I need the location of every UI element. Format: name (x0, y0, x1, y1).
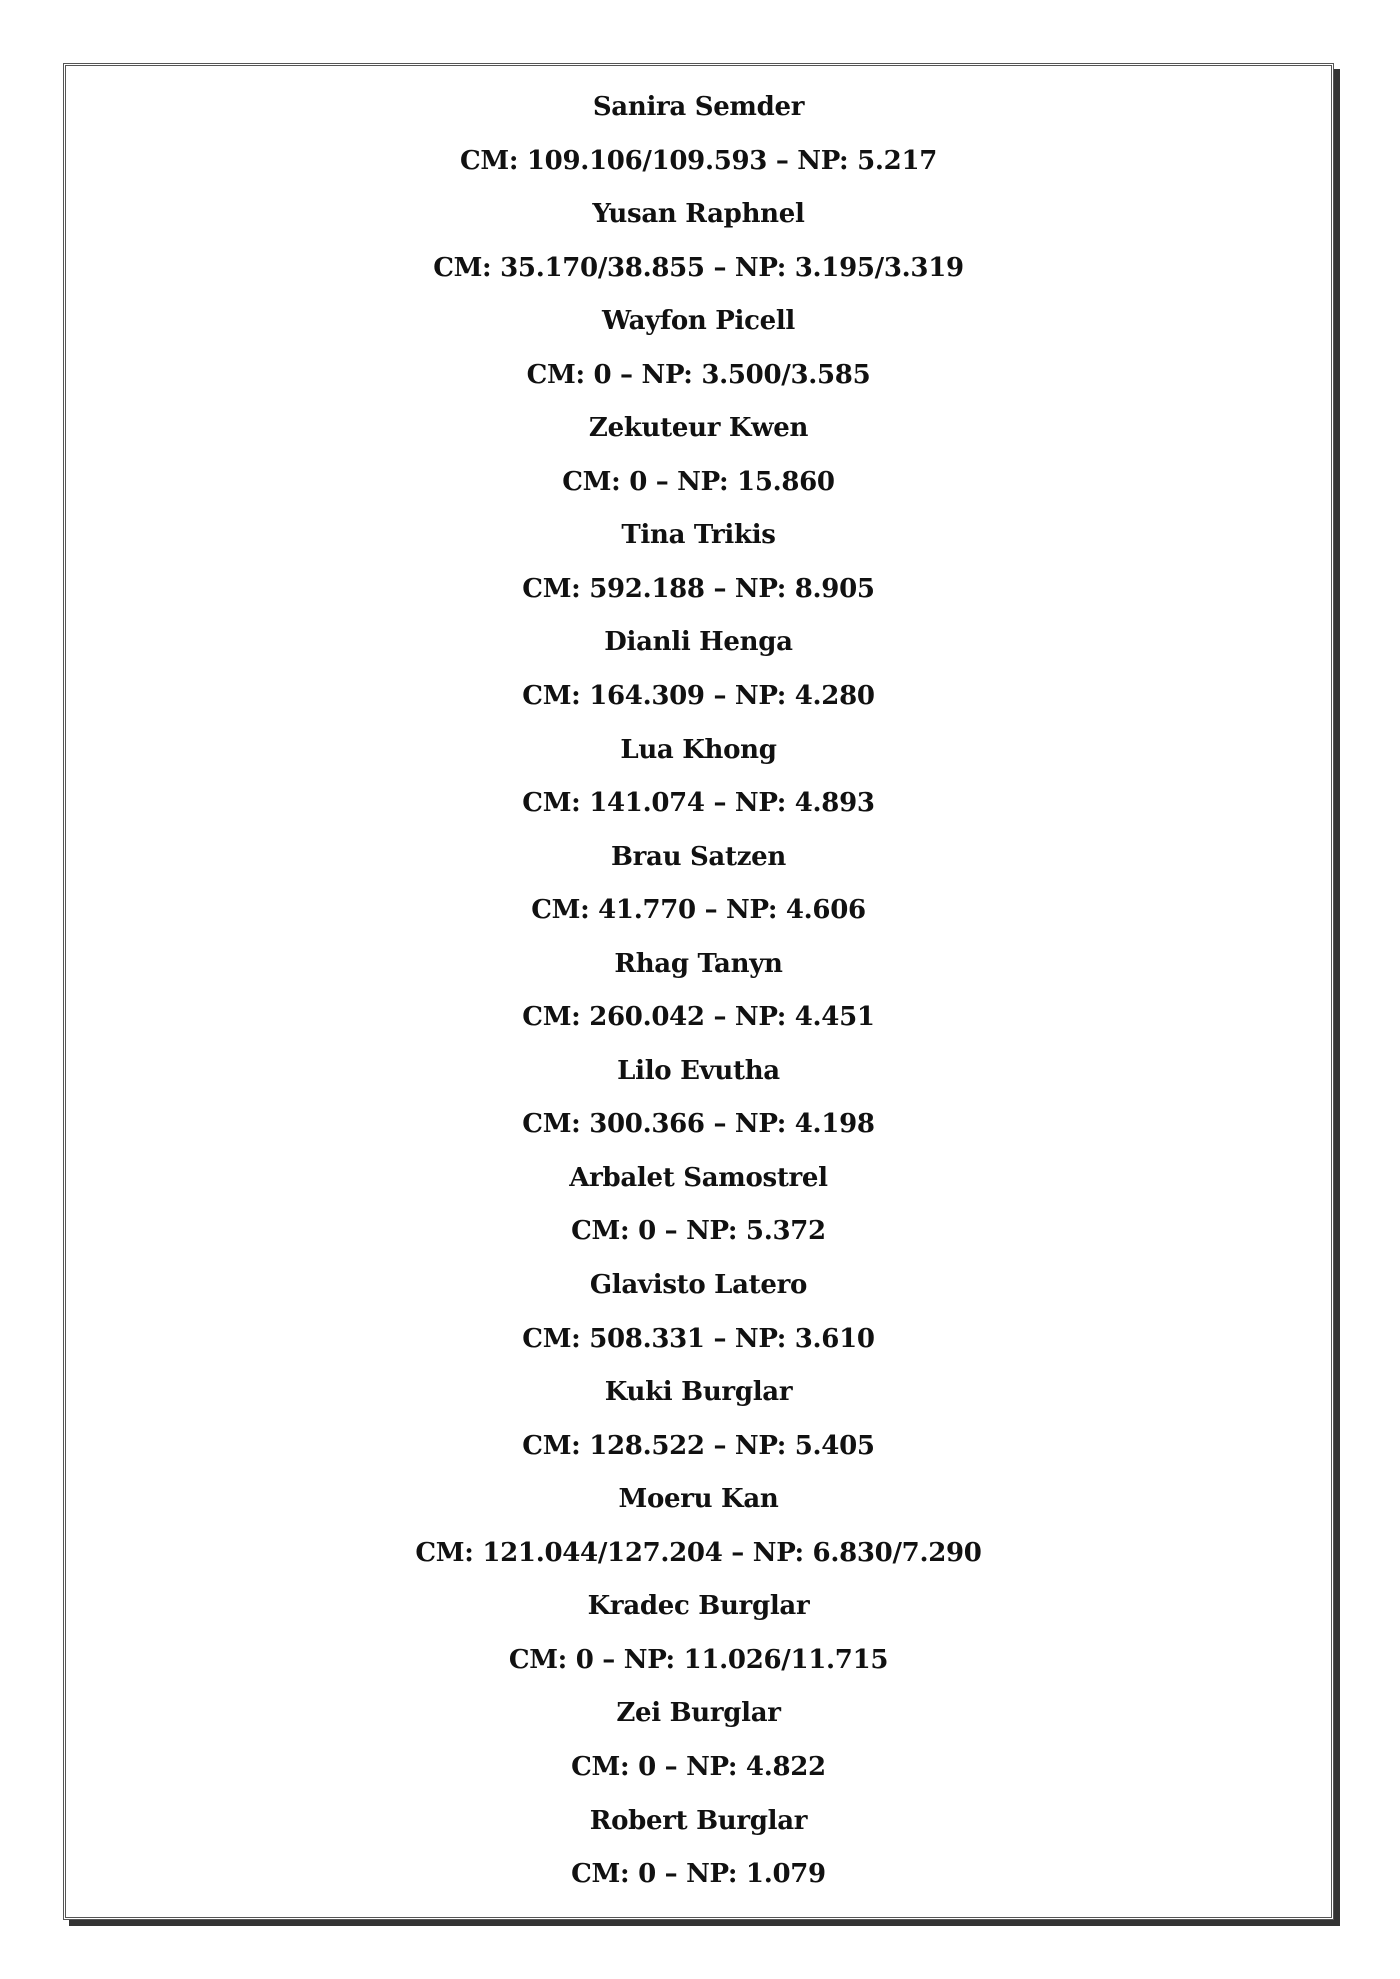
entry-stats: CM: 35.170/38.855 – NP: 3.195/3.319 (433, 252, 964, 283)
entry-stats: CM: 141.074 – NP: 4.893 (522, 788, 875, 819)
entry-name: Tina Trikis (621, 520, 776, 551)
entry-stats: CM: 0 – NP: 11.026/11.715 (508, 1644, 889, 1675)
entry-name: Yusan Raphnel (592, 199, 805, 230)
entry-name: Zekuteur Kwen (588, 413, 809, 444)
entry-list (66, 81, 1331, 1902)
document-page (63, 63, 1334, 1920)
entry-stats: CM: 0 – NP: 5.372 (571, 1216, 826, 1247)
entry-name: Moeru Kan (618, 1484, 779, 1515)
entry-name: Glavisto Latero (589, 1270, 808, 1301)
entry-stats: CM: 300.366 – NP: 4.198 (522, 1109, 875, 1140)
entry-stats: CM: 41.770 – NP: 4.606 (531, 895, 866, 926)
entry-stats: CM: 109.106/109.593 – NP: 5.217 (459, 145, 938, 176)
entry-stats: CM: 508.331 – NP: 3.610 (522, 1323, 875, 1354)
entry-name: Sanira Semder (592, 92, 805, 122)
entry-stats: CM: 164.309 – NP: 4.280 (522, 681, 875, 712)
entry-stats: CM: 121.044/127.204 – NP: 6.830/7.290 (415, 1537, 982, 1568)
entry-name: Dianli Henga (604, 627, 793, 658)
entry-stats: CM: 128.522 – NP: 5.405 (522, 1430, 875, 1461)
entry-name: Zei Burglar (616, 1698, 781, 1729)
entry-stats: CM: 0 – NP: 3.500/3.585 (526, 359, 871, 390)
entry-name: Brau Satzen (610, 841, 787, 872)
entry-stats: CM: 0 – NP: 15.860 (562, 466, 835, 497)
entry-stats: CM: 260.042 – NP: 4.451 (522, 1002, 875, 1033)
entry-name: Lilo Evutha (617, 1055, 780, 1086)
entry-stats: CM: 592.188 – NP: 8.905 (522, 573, 875, 604)
entry-stats: CM: 0 – NP: 1.079 (571, 1859, 826, 1890)
entry-name: Rhag Tanyn (614, 948, 783, 979)
entry-name: Kradec Burglar (587, 1591, 810, 1622)
entry-stats: CM: 0 – NP: 4.822 (571, 1751, 826, 1782)
entry-name: Kuki Burglar (604, 1377, 793, 1408)
entry-name: Robert Burglar (589, 1805, 808, 1836)
entry-name: Lua Khong (620, 734, 777, 765)
entry-name: Wayfon Picell (601, 306, 796, 337)
entry-name: Arbalet Samostrel (569, 1162, 828, 1193)
